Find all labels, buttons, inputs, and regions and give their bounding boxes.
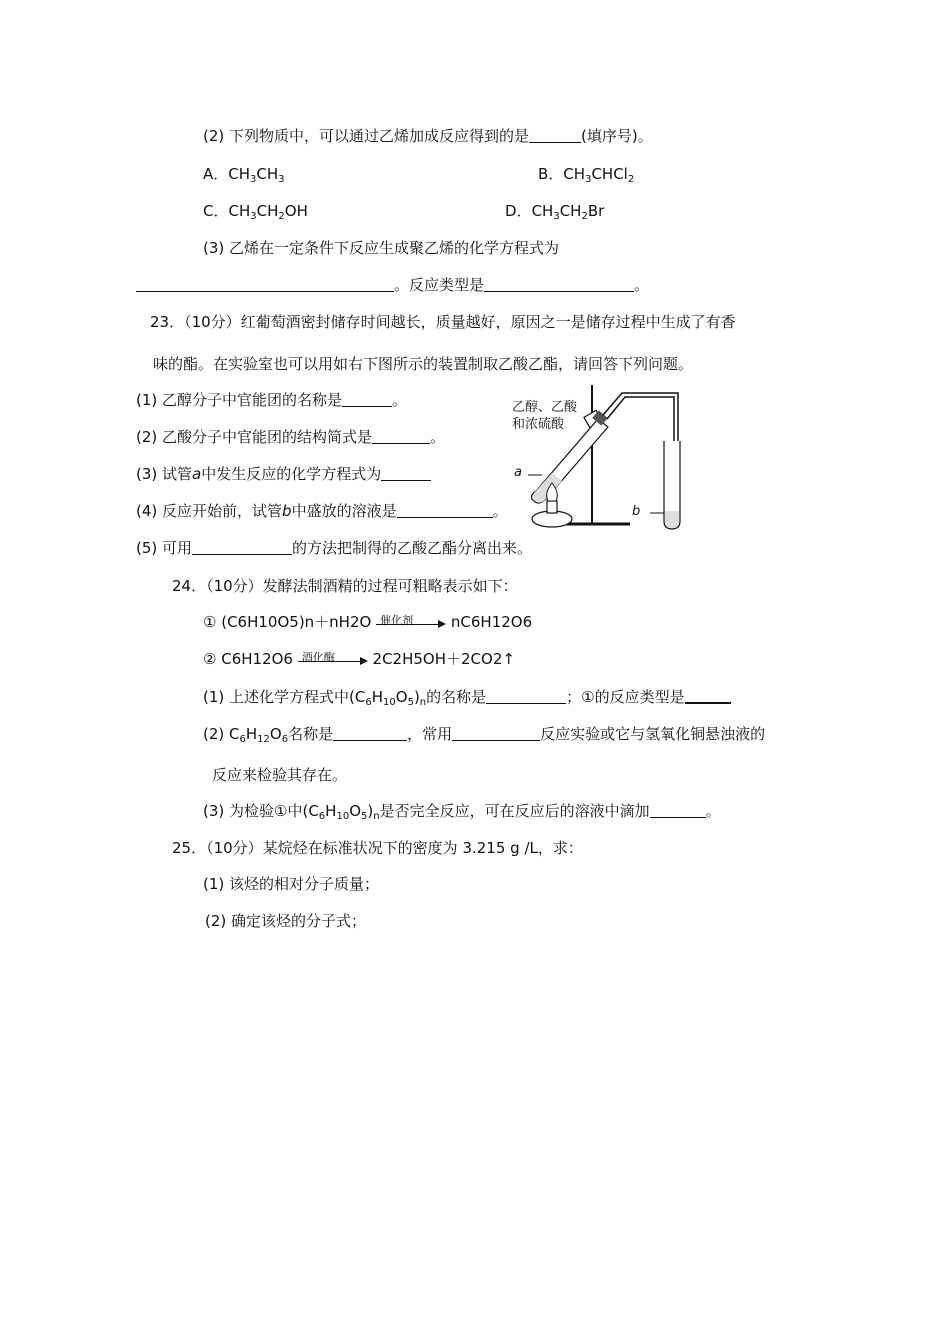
answer-blank[interactable] (452, 726, 540, 741)
q25-s2: (2) 确定该烃的分子式； (205, 912, 367, 930)
q22-part3: (3) 乙烯在一定条件下反应生成聚乙烯的化学方程式为 (203, 239, 560, 257)
q22-option-c: C．$CH_3CH_2OH$ (203, 202, 308, 222)
equation-blank[interactable] (136, 277, 394, 292)
q24-equation-2: ② C6H12O6 酒化酶 2C2H5OH＋2CO2↑ (203, 650, 515, 668)
q23-s3: (3) 试管a中发生反应的化学方程式为 (136, 464, 431, 484)
q23-title: 23．（10分）红葡萄酒密封储存时间越长，质量越好，原因之一是储存过程中生成了有香 (150, 313, 736, 331)
q23-s5: (5) 可用 的方法把制得的乙酸乙酯分离出来。 (136, 539, 533, 557)
answer-blank[interactable] (192, 540, 292, 555)
q22-part2: (2) 下列物质中，可以通过乙烯加成反应得到的是 (填序号)。 (203, 127, 653, 145)
q25-title: 25．（10分）某烷烃在标准状况下的密度为 3.215 g /L，求： (172, 839, 583, 857)
answer-blank[interactable] (372, 429, 430, 444)
q23-s1: (1) 乙醇分子中官能团的名称是 。 (136, 391, 408, 409)
ester-apparatus-diagram (500, 383, 700, 533)
reaction-arrow: 催化剂 (376, 612, 446, 632)
answer-blank[interactable] (397, 503, 493, 518)
q23-s2: (2) 乙酸分子中官能团的结构简式是 。 (136, 428, 446, 446)
answer-blank[interactable] (685, 688, 731, 704)
answer-blank[interactable] (486, 689, 566, 704)
diagram-label-tube-b: b (632, 504, 641, 519)
reaction-arrow: 酒化酶 (298, 649, 368, 669)
q24-title: 24．（10分）发酵法制酒精的过程可粗略表示如下： (172, 577, 518, 595)
q23-title-cont: 味的酯。在实验室也可以用如右下图所示的装置制取乙酸乙酯，请回答下列问题。 (153, 355, 694, 373)
q22-part3-answer-line: 。反应类型是 。 (136, 275, 649, 295)
q23-s4: (4) 反应开始前，试管b中盛放的溶液是 。 (136, 502, 508, 520)
reaction-type-blank[interactable] (484, 277, 634, 292)
q22-option-b: B．$CH_3CHCl_2$ (538, 165, 635, 185)
answer-blank[interactable] (650, 803, 706, 818)
q22-option-d: D．$CH_3CH_2Br$ (505, 202, 605, 222)
answer-blank[interactable] (342, 392, 392, 407)
q24-s2: (2) $C_6H_{12}O_6$名称是 ，常用 反应实验或它与氢氧化铜悬浊液的 (203, 725, 766, 745)
answer-blank[interactable] (529, 128, 581, 143)
q24-equation-1: ① (C6H10O5)n＋nH2O 催化剂 nC6H12O6 (203, 613, 533, 631)
q24-s1: (1) 上述化学方程式中$(C_6H_{10}O_5)_n$的名称是 ；①的反应类型是 (203, 687, 731, 707)
diagram-label-reagents-2: 和浓硫酸 (512, 417, 565, 432)
q25-s1: (1) 该烃的相对分子质量； (203, 875, 380, 893)
q24-s2-cont: 反应来检验其存在。 (212, 766, 348, 784)
q24-s3: (3) 为检验①中$(C_6H_{10}O_5)_n$是否完全反应，可在反应后的溶液中滴加 。 (203, 802, 721, 822)
answer-blank[interactable] (381, 466, 431, 481)
answer-blank[interactable] (333, 726, 407, 741)
q22-option-a: A．$CH_3CH_3$ (203, 165, 285, 185)
diagram-label-tube-a: a (514, 465, 522, 480)
diagram-label-reagents: 乙醇、乙酸 (512, 400, 578, 415)
